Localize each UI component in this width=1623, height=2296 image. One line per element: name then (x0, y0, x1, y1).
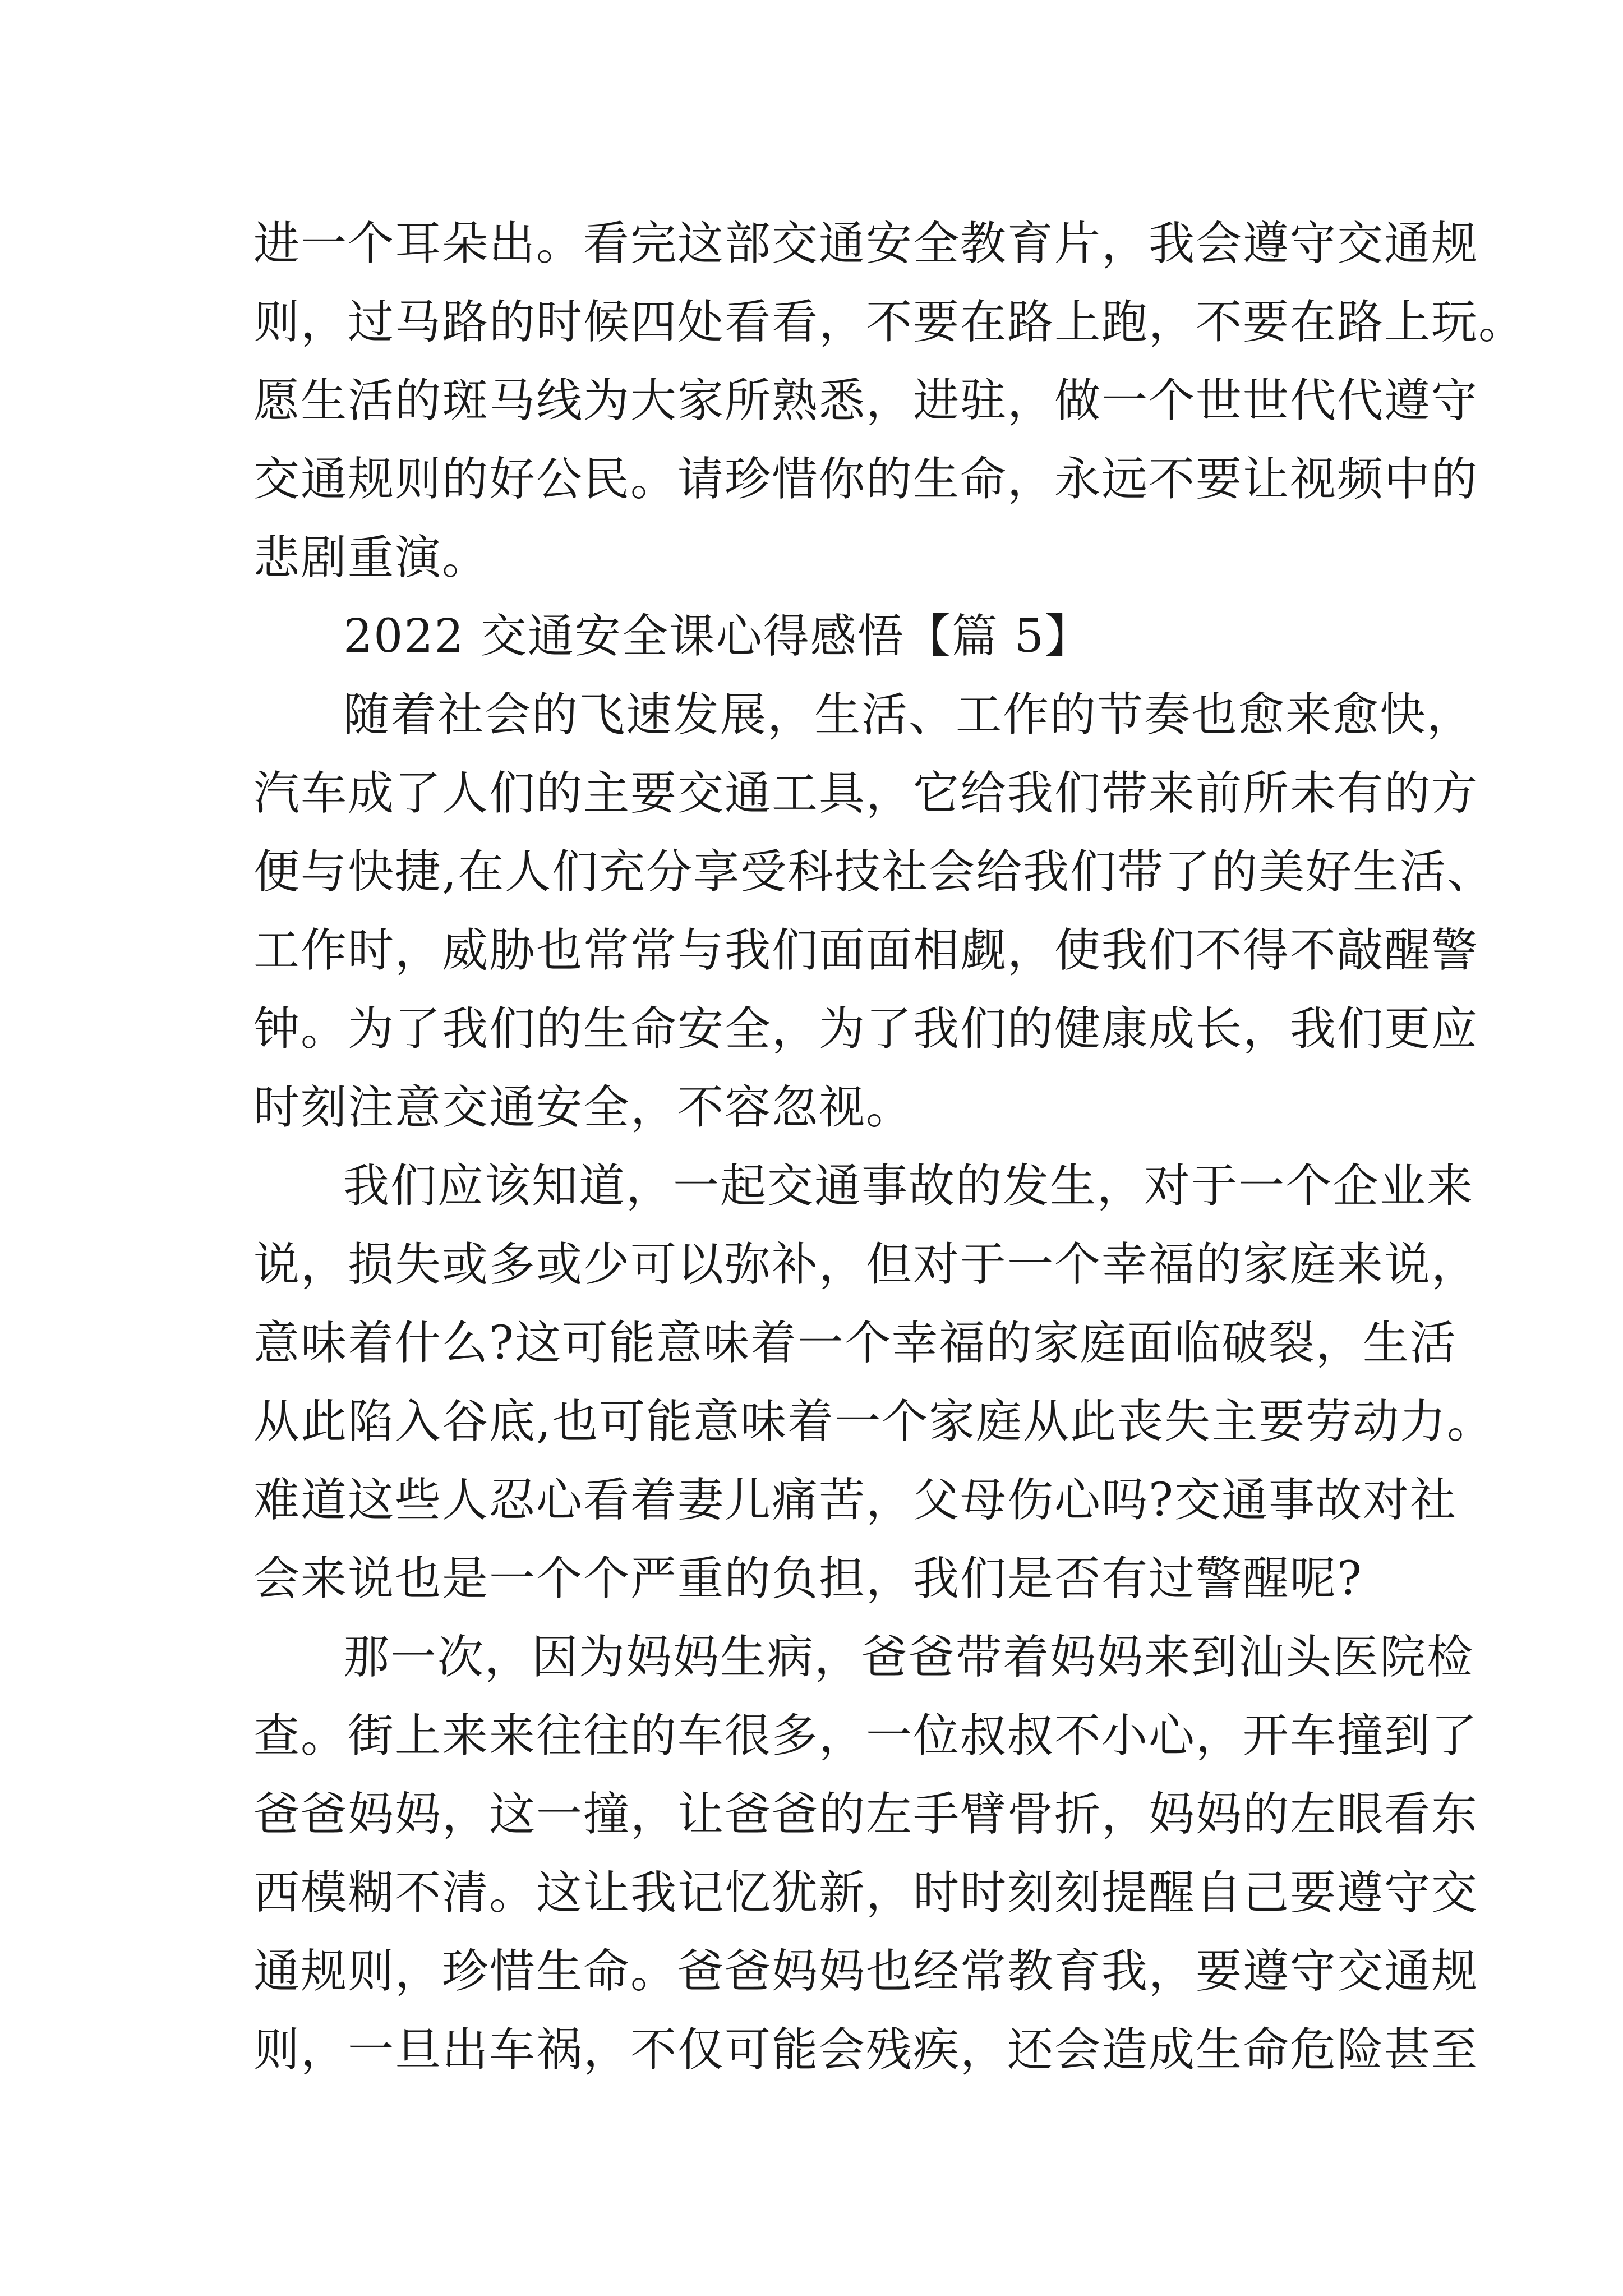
text-line: 交通规则的好公民。请珍惜你的生命，永远不要让视频中的 (253, 453, 1479, 506)
text-line: 查。街上来来往往的车很多，一位叔叔不小心，开车撞到了 (253, 1709, 1479, 1763)
text-line: 汽车成了人们的主要交通工具，它给我们带来前所未有的方 (253, 767, 1479, 820)
text-line: 悲剧重演。 (253, 531, 490, 585)
section-heading: 2022 交通安全课心得感悟【篇 5】 (343, 610, 1092, 663)
text-line: 钟。为了我们的生命安全，为了我们的健康成长，我们更应 (253, 1002, 1479, 1056)
text-line: 则，一旦出车祸，不仅可能会残疾，还会造成生命危险甚至 (253, 2023, 1479, 2077)
text-line: 从此陷入谷底,也可能意味着一个家庭从此丧失主要劳动力。 (253, 1395, 1495, 1448)
text-line: 时刻注意交通安全，不容忽视。 (253, 1081, 914, 1134)
paragraph-first-line: 随着社会的飞速发展，生活、工作的节奏也愈来愈快， (343, 688, 1474, 742)
text-line: 西模糊不清。这让我记忆犹新，时时刻刻提醒自己要遵守交 (253, 1866, 1479, 1920)
text-line: 会来说也是一个个严重的负担，我们是否有过警醒呢? (253, 1552, 1363, 1605)
text-line: 进一个耳朵出。看完这部交通安全教育片，我会遵守交通规 (253, 217, 1479, 270)
paragraph-first-line: 我们应该知道，一起交通事故的发生，对于一个企业来 (343, 1159, 1474, 1213)
text-line: 意味着什么?这可能意味着一个幸福的家庭面临破裂，生活 (253, 1317, 1457, 1370)
text-line: 则，过马路的时候四处看看，不要在路上跑，不要在路上玩。 (253, 296, 1526, 349)
text-line: 通规则，珍惜生命。爸爸妈妈也经常教育我，要遵守交通规 (253, 1945, 1479, 1998)
text-line: 爸爸妈妈，这一撞，让爸爸的左手臂骨折，妈妈的左眼看东 (253, 1788, 1479, 1841)
text-line: 工作时，威胁也常常与我们面面相觑，使我们不得不敲醒警 (253, 924, 1479, 977)
paragraph-first-line: 那一次，因为妈妈生病，爸爸带着妈妈来到汕头医院检 (343, 1631, 1474, 1684)
text-line: 便与快捷,在人们充分享受科技社会给我们带了的美好生活、 (253, 845, 1495, 899)
text-line: 说，损失或多或少可以弥补，但对于一个幸福的家庭来说， (253, 1238, 1479, 1291)
text-line: 难道这些人忍心看着妻儿痛苦，父母伤心吗?交通事故对社 (253, 1474, 1457, 1527)
text-line: 愿生活的斑马线为大家所熟悉，进驻，做一个世世代代遵守 (253, 374, 1479, 427)
